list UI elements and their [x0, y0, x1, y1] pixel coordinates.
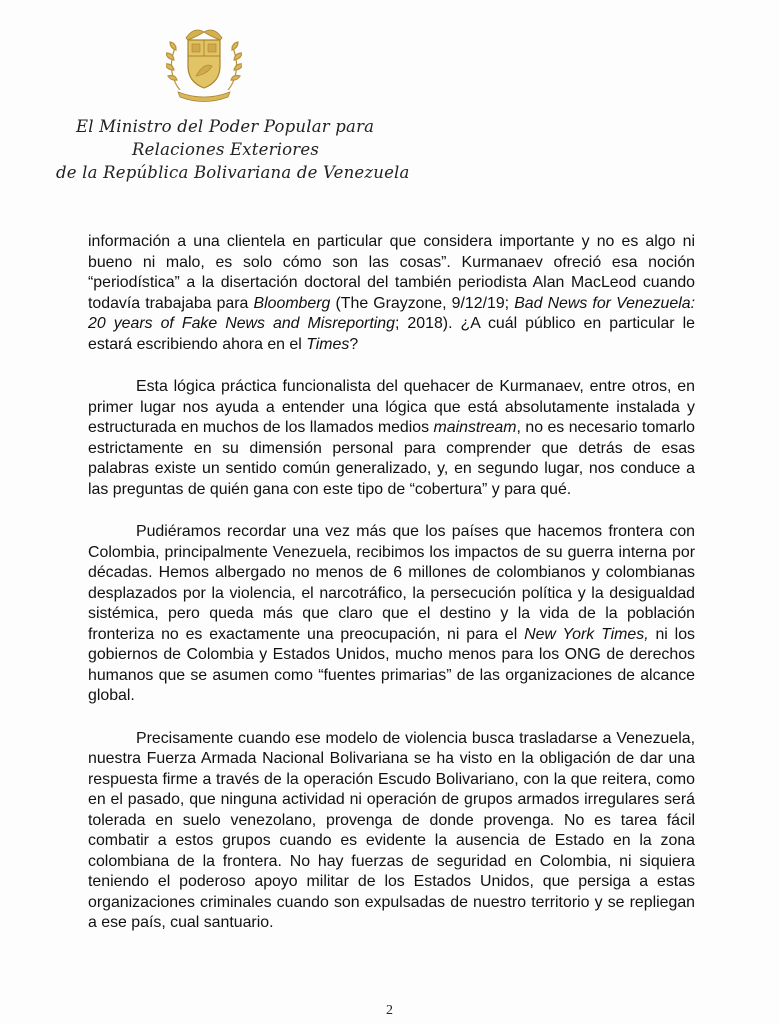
ministry-letterhead	[40, 115, 410, 184]
italic-text-run: New York Times,	[524, 625, 649, 643]
text-run: ni los gobiernos de Colombia y Estados Unidos, mucho menos para los ONG de derechos humanos que se asumen como “fuentes primarias” de las organizaciones de alcance global.	[88, 625, 695, 704]
ministry-title-line: El Ministro del Poder Popular para	[76, 117, 375, 136]
italic-text-run: Bloomberg	[253, 294, 331, 312]
page-number: 2	[386, 1003, 393, 1018]
coat-of-arms-icon	[166, 20, 242, 102]
document-body	[88, 232, 695, 956]
text-run: Pudiéramos recordar una vez más que los países que hacemos frontera con Colombia, principalmente Venezuela, recibimos los impactos de su guerra interna por décadas. Hemos albergado no menos de 6 millones de colombianos y colombianas desplazados por la violencia, el narcotráfico, la persecución política y la desigualdad sistémica, pero queda más que claro que el destino y la vida de la población fronteriza no es exactamente una preocupación, ni para el	[88, 523, 695, 643]
text-run: Esta lógica práctica funcionalista del quehacer de Kurmanaev, entre otros, en primer lugar nos ayuda a entender una lógica que está absolutamente instalada y estructurada en muchos de los llamados medios	[88, 378, 695, 436]
italic-text-run: Bad News for Venezuela: 20 years of Fake News and Misreporting	[88, 294, 695, 332]
paragraph	[88, 522, 695, 707]
ministry-department-line: Relaciones Exteriores	[132, 140, 320, 159]
paragraph	[88, 729, 695, 934]
paragraph	[88, 232, 695, 355]
ministry-country-line: de la República Bolivariana de Venezuela	[56, 163, 410, 182]
text-run: ; 2018). ¿A cuál público en particular le estará escribiendo ahora en el	[88, 315, 696, 353]
italic-text-run: Times	[306, 335, 350, 353]
paragraph	[88, 377, 695, 500]
text-run: , no es necesario tomarlo estrictamente en su dimensión personal para comprender que detrás de esas palabras existe un sentido común generalizado, y, en segundo lugar, nos conduce a las preguntas de quién gana con este tipo de “cobertura” y para qué.	[88, 419, 696, 498]
italic-text-run: mainstream	[433, 419, 517, 436]
text-run: información a una clientela en particular que considera importante y no es algo ni bueno ni malo, es solo cómo son las cosas”. Kurmanaev ofreció esa noción “periodística” a la disertación doctoral del también periodista Alan MacLeod cuando todavía trabajaba para	[88, 233, 695, 312]
text-run: ?	[349, 335, 359, 353]
text-run: (The Grayzone, 9/12/19;	[330, 294, 515, 312]
text-run: Precisamente cuando ese modelo de violencia busca trasladarse a Venezuela, nuestra Fuerza Armada Nacional Bolivariana se ha visto en la obligación de dar una respuesta firme a través de la operación Escudo Bolivariano, con la que reitera, como en el pasado, que ninguna actividad ni operación de grupos armados irregulares será tolerada en suelo venezolano, provenga de donde provenga. No es tarea fácil combatir a estos grupos cuando es evidente la ausencia de Estado en la zona colombiana de la frontera. No hay fuerzas de seguridad en Colombia, ni siquiera teniendo el poderoso apoyo militar de los Estados Unidos, que persiga a estas organizaciones criminales cuando son expulsadas de nuestro territorio y se repliegan a ese país, cual santuario.	[88, 729, 695, 931]
